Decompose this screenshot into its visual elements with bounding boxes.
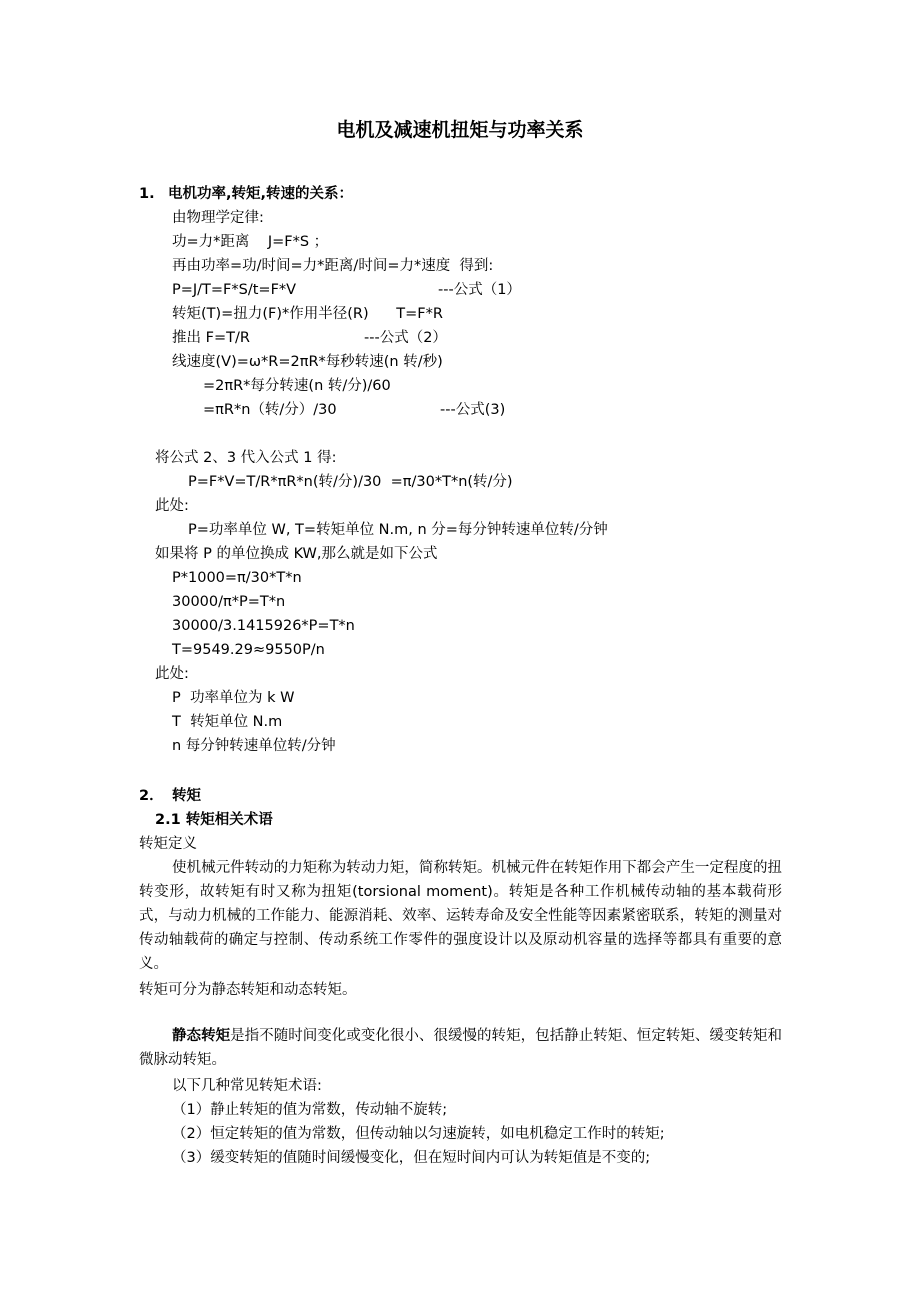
formula-label-2: ---公式（2） xyxy=(364,330,447,346)
section1-line: 再由功率=功/时间=力*距离/时间=力*速度 得到: xyxy=(172,258,494,274)
definition-paragraph xyxy=(139,856,782,976)
section1-line: 功=力*距离 J=F*S ； xyxy=(172,234,329,250)
section1-line: 由物理学定律: xyxy=(172,210,264,226)
section1-text: 将公式 2、3 代入公式 1 得: xyxy=(155,450,337,466)
section1-text: T=9549.29≈9550P/n xyxy=(172,642,325,658)
term-item: （3）缓变转矩的值随时间缓慢变化，但在短时间内可认为转矩值是不变的; xyxy=(172,1150,651,1166)
section1-text: P*1000=π/30*T*n xyxy=(172,570,302,586)
static-torque-text: 是指不随时间变化或变化很小、很缓慢的转矩，包括静止转矩、恒定转矩、缓变转矩和微脉动转矩。 xyxy=(139,1028,783,1068)
definition-text: 使机械元件转动的力矩称为转动力矩，简称转矩。机械元件在转矩作用下都会产生一定程度的扭转变形，故转矩有时又称为扭矩(torsional moment)。转矩是各种工作机械传动轴的基本载荷形式，与动力机械的工作能力、能源消耗、效率、运转寿命及安全性能等因素紧密联系，转矩的测量对传动轴载荷的确定与控制、传动系统工作零件的强度设计以及原动机容量的选择等都具有重要的意义。 xyxy=(139,860,782,972)
section1-text: n 每分钟转速单位转/分钟 xyxy=(172,738,336,754)
section1-text: 30000/3.1415926*P=T*n xyxy=(172,618,355,634)
section2-heading: 转矩 xyxy=(172,788,201,804)
classification-line: 转矩可分为静态转矩和动态转矩。 xyxy=(139,982,357,998)
section2-subheading: 2.1 转矩相关术语 xyxy=(155,812,273,828)
section1-line: 推出 F=T/R xyxy=(172,330,250,346)
static-torque-term: 静态转矩 xyxy=(172,1028,231,1044)
section1-number: 1. xyxy=(139,186,155,202)
section2-number: 2． xyxy=(139,788,164,804)
formula-label-3: ---公式(3) xyxy=(440,402,506,418)
section1-line: 转矩(T)=扭力(F)*作用半径(R) T=F*R xyxy=(172,306,443,322)
section1-text: P=F*V=T/R*πR*n(转/分)/30 =π/30*T*n(转/分) xyxy=(188,474,513,490)
section1-heading: 电机功率,转矩,转速的关系： xyxy=(168,186,354,202)
term-item: （2）恒定转矩的值为常数，但传动轴以匀速旋转，如电机稳定工作时的转矩; xyxy=(172,1126,665,1142)
section1-text: P=功率单位 W, T=转矩单位 N.m, n 分=每分钟转速单位转/分钟 xyxy=(188,522,608,538)
section1-text: 30000/π*P=T*n xyxy=(172,594,286,610)
section1-line: 线速度(V)=ω*R=2πR*每秒转速(n 转/秒) xyxy=(172,354,443,370)
definition-label: 转矩定义 xyxy=(139,836,197,852)
section1-text: P 功率单位为 k W xyxy=(172,690,295,706)
section1-text: T 转矩单位 N.m xyxy=(172,714,283,730)
section1-line: =2πR*每分转速(n 转/分)/60 xyxy=(203,378,391,394)
section1-text: 如果将 P 的单位换成 KW,那么就是如下公式 xyxy=(155,546,438,562)
section1-text: 此处: xyxy=(155,666,189,682)
terms-intro: 以下几种常见转矩术语: xyxy=(172,1078,322,1094)
static-torque-paragraph xyxy=(139,1024,782,1072)
page-title: 电机及减速机扭矩与功率关系 xyxy=(336,119,584,141)
section1-line: =πR*n（转/分）/30 xyxy=(203,402,337,418)
section1-text: 此处: xyxy=(155,498,189,514)
formula-label-1: ---公式（1） xyxy=(438,282,521,298)
section1-line: P=J/T=F*S/t=F*V xyxy=(172,282,297,298)
term-item: （1）静止转矩的值为常数，传动轴不旋转; xyxy=(172,1102,448,1118)
